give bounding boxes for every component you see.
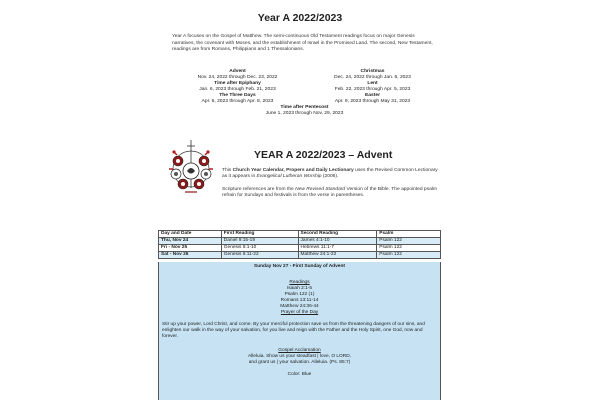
daily-readings-table <box>158 230 441 259</box>
season-name: Time after Pentecost <box>280 105 329 110</box>
text-italic: Evangelical Lutheran Worship <box>256 174 322 180</box>
sunday-heading: Sunday Nov 27 - First Sunday of Advent <box>254 264 345 269</box>
table-cell: Psalm 122 <box>377 237 441 244</box>
acclamation-line: and grant us | your salvation. Alleluia. (Ps. 85:7) <box>248 360 351 365</box>
season-dates-text: Feb. 22, 2023 through Apr. 5, 2023 <box>334 87 411 93</box>
table-cell: Thu, Nov 24 <box>159 237 222 244</box>
table-row <box>159 251 441 258</box>
season-advent <box>170 69 305 81</box>
table-header-row <box>159 231 441 238</box>
description-paragraph-2 <box>222 187 440 200</box>
acclamation-heading: Gospel Acclamation <box>278 348 321 353</box>
season-name: Christmas <box>360 69 385 74</box>
season-dates-text: Dec. 24, 2022 through Jan. 6, 2023 <box>334 75 411 81</box>
table-cell: Genesis 6:11-22 <box>221 251 298 258</box>
prayer-heading: Prayer of the Day <box>280 310 319 315</box>
lectionary-description <box>222 168 440 200</box>
season-lent <box>305 81 440 93</box>
season-name: Time after Epiphany <box>214 81 261 86</box>
reading-item: Romans 13:11-14 <box>280 298 319 303</box>
season-name: Advent <box>229 69 246 74</box>
season-dates-text: June 1, 2023 through Nov. 29, 2023 <box>265 111 344 117</box>
section-title: YEAR A 2022/2023 – Advent <box>254 149 393 161</box>
page-title: Year A 2022/2023 <box>257 12 343 24</box>
sunday-propers <box>158 262 441 400</box>
description-paragraph-1 <box>222 168 440 181</box>
table-row <box>159 244 441 251</box>
table-cell: James 4:1-10 <box>298 237 377 244</box>
season-dates-text: Apr. 6, 2023 through Apr. 8, 2023 <box>201 99 274 105</box>
season-three-days <box>170 93 305 105</box>
readings-heading: Readings <box>289 280 310 285</box>
table-cell: Fri - Nov 25 <box>159 244 222 251</box>
intro-paragraph: Year A focuses on the Gospel of Matthew. The semi-continuous Old Testament readings focus on major Genesis narratives, the covenant with Moses, and the establishment of Israel in the Promised Land. The second, New Testament, readings are from Romans, Philippians and 1 Thessalonians. <box>172 34 433 53</box>
text: This <box>222 168 233 173</box>
season-name: Lent <box>367 81 378 86</box>
season-pentecost <box>237 105 372 117</box>
season-name: The Three Days <box>219 93 256 98</box>
season-dates-text: Apr. 9, 2023 through May 31, 2023 <box>334 99 411 105</box>
text: Scripture references are from the <box>222 186 296 192</box>
text-bold: Church Year Calendar, Propers and Daily Lectionary <box>232 168 354 173</box>
table-cell: Psalm 122 <box>377 251 441 258</box>
acclamation-line: Alleluia. Show us your steadfast | love, O LORD, <box>247 354 352 359</box>
text: Version of the Bible. The appointed psalm refrain for Sundays and festivals is from the verse in parentheses. <box>222 186 437 199</box>
table-cell: Genesis 6:1-10 <box>221 244 298 251</box>
reading-item: Isaiah 2:1-5 <box>286 286 313 291</box>
text: (2006). <box>321 174 339 180</box>
column-header: Psalm <box>377 231 441 238</box>
table-row <box>159 237 441 244</box>
text: uses the Revised Common Lectionary as it appears in <box>222 168 438 180</box>
text-italic: New Revised Standard <box>295 186 346 192</box>
church-year-wheel-logo <box>163 138 218 196</box>
reading-item: Psalm 122 (1) <box>284 292 315 297</box>
season-epiphany <box>170 81 305 93</box>
season-christmas <box>305 69 440 81</box>
liturgical-color: Color: Blue <box>287 372 312 377</box>
column-header: First Reading <box>221 231 298 238</box>
table-cell: Sat - Nov 26 <box>159 251 222 258</box>
season-name: Easter <box>365 93 380 98</box>
prayer-text: Stir up your power, Lord Christ, and come. By your merciful protection save us from the threatening dangers of our sins, and enlighten our walk in the way of your salvation, for you live and reign with the Father and the Holy Spirit, one God, now and forever. <box>162 322 425 339</box>
column-header: Second Reading <box>298 231 377 238</box>
table-cell: Psalm 122 <box>377 244 441 251</box>
table-cell: Matthew 24:1-22 <box>298 251 377 258</box>
season-dates-text: Jan. 6, 2023 through Feb. 21, 2023 <box>199 87 276 93</box>
column-header: Day and Date <box>159 231 222 238</box>
table-cell: Hebrews 11:1-7 <box>298 244 377 251</box>
season-dates-text: Nov. 24, 2022 through Dec. 23, 2022 <box>197 75 278 81</box>
table-cell: Daniel 9:15-19 <box>221 237 298 244</box>
season-easter <box>305 93 440 105</box>
reading-item: Matthew 24:36-44 <box>280 304 319 309</box>
